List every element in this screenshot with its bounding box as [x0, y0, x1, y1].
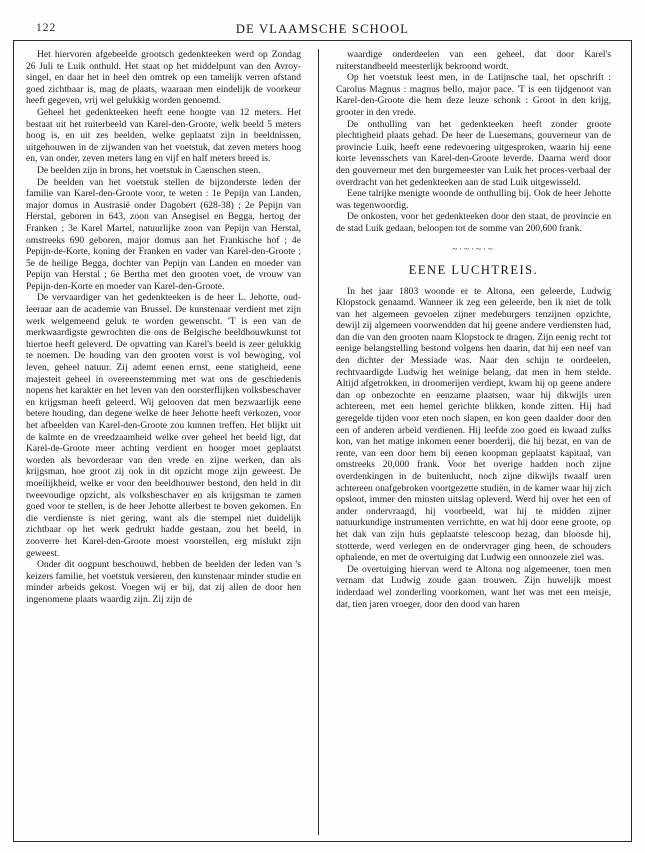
page-header	[26, 22, 619, 42]
two-column-body	[26, 49, 619, 835]
paragraph: Eene talrijke menigte woonde de onthulling bij. Ook de heer Jehotte was tegenwoordig.	[336, 188, 611, 211]
left-column	[26, 49, 313, 835]
column-divider	[318, 49, 319, 835]
right-column	[324, 49, 611, 835]
section-ornament: ~·~·~·~	[452, 243, 495, 254]
paragraph: Het hiervoren afgebeelde grootsch gedenkteeken werd op Zondag 26 Juli te Luik onthuld. Het staat op het middelpunt van den Avroy-singel, en daar het in heel den omtrek op een tamelijk verren afstand goed zichtbaar is, mag de plaats, waaraan men eindelijk de voorkeur heeft gegeven, vrij wel gelukkig worden genoemd.	[26, 49, 301, 107]
paragraph: De overtuiging hiervan werd te Altona nog algemeener, toen men vernam dat Ludwig zoude gaan trouwen. Zijn huwelijk moest inderdaad wel zonderling voorkomen, want het was met een meisje, dat, tien jaren vroeger, door den dood van haren	[336, 563, 611, 610]
paragraph: De onkosten, voor het gedenkteeken door den staat, de provincie en de stad Luik gedaan, beloopen tot de somme van 200,600 frank.	[336, 211, 611, 234]
paragraph: De beelden zijn in brons, het voetstuk in Caenschen steen.	[37, 164, 261, 176]
paragraph: Geheel het gedenkteeken heeft eene hoogte van 12 meters. Het bestaat uit het ruiterbeeld van Karel-den-Groote, welk beeld 5 meters hoog is, en uit zes beelden, welke geplaatst zijn in beeldnissen, uitgehouwen in de zijwanden van het voetstuk, dat zeven meters hoog en, van onder, zeven meters lang en vijf en half meters breed is.	[26, 106, 301, 165]
paragraph: Op het voetstuk leest men, in de Latijnsche taal, het opschrift : Carolus Magnus : magnus bello, major pace. 'T is een tijdgenoot van Karel-den-Groote die hem deze leuze schonk : Groot in den krijg, grooter in den vrede.	[336, 72, 611, 118]
paragraph: waardige onderdeelen van een geheel, dat door Karel's ruiterstandbeeld meesterlijk bekroond wordt.	[336, 49, 611, 72]
paragraph: Onder dit oogpunt beschouwd, hebben de beelden der leden van 's keizers familie, het voetstuk versieren, den kunstenaar minder studie en minder arbeids gekost. Voegen wij er bij, dat zij allen de door hen ingenomene plaats waardig zijn. Zij zijn de	[26, 559, 301, 605]
section-title: EENE LUCHTREIS.	[408, 262, 539, 277]
paragraph: De vervaardiger van het gedenkteeken is de heer L. Jehotte, oud-leeraar aan de academie van Brussel. De kunstenaar verdient met zijn werk welgemeend geluk te worden gewenscht. 'T is een van de merkwaardigste gewrochten die ons de Belgische beeldhouwkunst tot hiertoe heeft geleverd. De opvatting van Karel's beeld is zeer gelukkig te noemen. De houding van den grooten vorst is vol bewoging, vol leven, geheel natuur. Zij ademt eenen ernst, eene statigheid, eene majesteit geheel in overeenstemming met wat ons de geschiedenis nopens het karakter en het leven van den oorsterflijken volksbeschaver en krijgsman heeft geleerd. Wij gelooven dat men bezwaarlijk eene betere houding, dan degene welke de heer Jehotte heeft verkozen, voor het afbeelden van Karel-den-Groote zou kunnen treffen. Het blijkt uit de kalmte en de vreedzaamheid welke over geheel het beeld ligt, dat Karel-de-Groote meer achting verdient en hooger moet geplaatst worden als bevorderaar van den vrede en zijne werken, dan als krijgsman, hoe groot zij ook in dit opzicht moge zijn geweest. De moeilijkheid, welke er voor den beeldhouwer bestond, den held in dit tweevoudige opzicht, als volksbeschaver en als krijgsman te zamen goed voor te stellen, is de heer Jehotte allerbest te boven gekomen. En die verdienste is niet gering, want als die stempel niet duidelijk zichtbaar op het werk gedrukt hadde gestaan, zou het beeld, in zooverre het Karel-den-Groote moest voorstellen, erg mislukt zijn geweest.	[26, 292, 301, 559]
running-title: DE VLAAMSCHE SCHOOL	[235, 22, 410, 36]
paragraph: De onthulling van het gedenkteeken heeft zonder groote plechtigheid plaats gehad. De heer de Luesemans, gouverneur van de provincie Luik, heeft eene redevoering uitgesproken, waarin hij eene korte levensschets van Karel-den-Groote leverde. Daarna werd door den gouverneur met den burgemeester van Luik het proces-verbaal der overdracht van het gedenkteeken aan de stad Luik uitgewisseld.	[336, 118, 611, 188]
paragraph: In het jaar 1803 woonde er te Altona, een geleerde, Ludwig Klopstock genaamd. Wanneer ik zeg een geleerde, ben ik niet de tolk van het algemeen gevoelen zijner medeburgers tenzijnen opzichte, dewijl zij algemeen voorwendden dat hij geene andere verdiensten had, dan die van den grooten naam Klopstock te dragen. Zijn eenig recht tot eenige belangstelling bestond volgens hen daarin, dat hij een neef van den dichter der Messiade was. Naar den schijn te oordeelen, rechtvaardigde Ludwig het weinige belang, dat men in hem stelde. Altijd afgetrokken, in droomerijen verdiept, kwam hij op geene andere dan op onbezochte en eenzame plaatsen, waar hij dikwijls uren achtereen, met een hemel gerichte blikken, konde zitten. Hij had geregelde tijden voor eten noch slapen, en kon geen daalder door den een of anderen arbeid verdienen. Hij leefde zoo goed en kwaad zulks kon, van het matige inkomen eener boerderij, die hij bezat, en van de rente, van een door hem bij eenen koopman geplaatst kapitaal, van omstreeks 20,000 frank. Voor het overige hadden noch zijne overdenkingen in de buitenlucht, noch zijne dikwijls twaalf uren achtereen onafgebroken voortgezette studiën, in de kamer waar hij zich opsloot, immer den minsten uitslag opleverd. Werd hij over het een of ander ondervraagd, hij voorbeeld, wat hij te midden zijner natuurkundige instrumenten verrichtte, en wat hij door eene groote, op het dak van zijn huis geplaatste telescoop bezag, dan bloosde hij, stotterde, werd verlegen en de ondervrager ging heen, de schouders ophalende, en met de overtuiging dat Ludwig een onnoozele ziel was.	[336, 285, 611, 564]
paragraph: De beelden van het voetstuk stellen de bijzonderste leden der familie van Karel-den-Groote voor, te weten : 1e Pepijn van Landen, major domus in Austrasië onder Dagobert (628-38) ; 2e Pepijn van Herstal, geboren in 643, zoon van Ansegisel en Begga, hertog der Franken ; 3e Karel Martel, natuurlijke zoon van Pepijn van Herstal, omstreeks 690 geboren, major domus aan het Frankische hof ; 4e Pepijn-de-Korte, koning der Franken en vader van Karel-den-Groote ; 5e de heilige Begga, dochter van Pepijn van Landen en moeder van Pepijn van Herstal ; 6e Bertha met den grooten voet, de vrouw van Pepijn-den-Korte en moeder van Karel-den-Groote.	[26, 176, 301, 292]
page-number: 122	[36, 22, 57, 34]
